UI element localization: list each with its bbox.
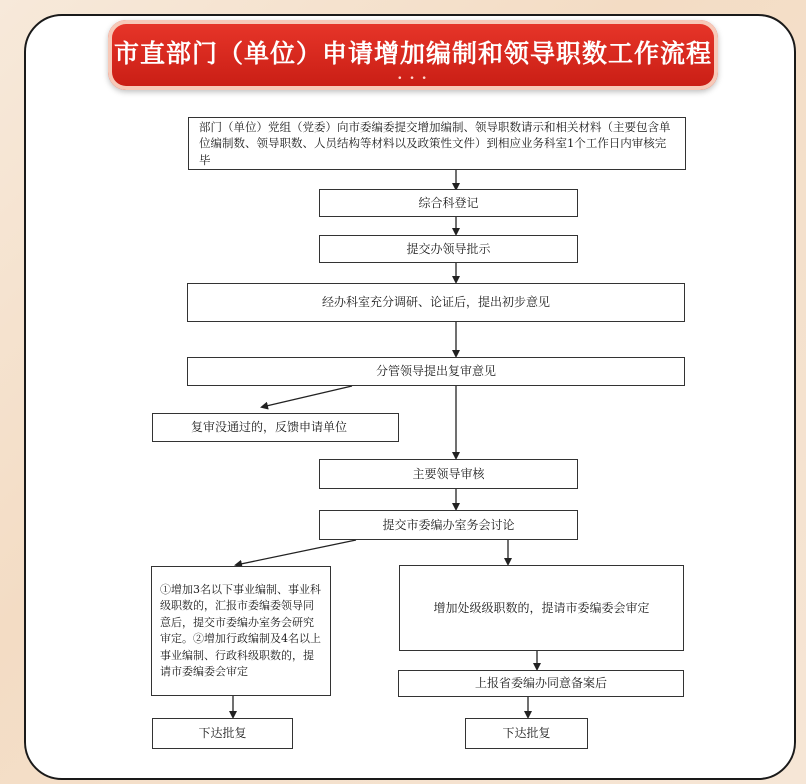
step-main-review-label: 主要领导审核 — [412, 466, 485, 481]
step-feedback-label: 复审没通过的，反馈申请单位 — [191, 420, 348, 435]
step-submit-request — [188, 117, 686, 170]
step-review-label: 分管领导提出复审意见 — [375, 364, 496, 379]
step-feedback — [152, 413, 399, 442]
step-approve-left — [152, 718, 293, 749]
step-approve-left-label: 下达批复 — [198, 726, 247, 741]
step-report-province-label: 上报省委编办同意备案后 — [474, 676, 607, 691]
step-register — [319, 189, 578, 217]
step-branch-right-label: 增加处级级职数的，提请市委编委会审定 — [433, 600, 650, 615]
step-branch-left-label: ①增加3名以下事业编制、事业科级职数的，汇报市委编委领导同意后，提交市委编办室务会研究审定。②增加行政编制及4名以上事业编制、行政科级职数的，提请市委编委会审定 — [160, 582, 321, 678]
step-research — [187, 283, 685, 322]
step-leader-instruct-label: 提交办领导批示 — [406, 241, 491, 256]
step-research-label: 经办科室充分调研、论证后，提出初步意见 — [321, 295, 550, 310]
banner-decoration: • • • — [397, 74, 429, 84]
step-approve-right — [465, 718, 588, 749]
step-review — [187, 357, 685, 386]
arrow-meeting-to-left — [236, 540, 356, 565]
step-meeting-label: 提交市委编办室务会讨论 — [382, 517, 515, 532]
step-leader-instruct — [319, 235, 578, 263]
step-meeting — [319, 510, 578, 540]
step-main-review — [319, 459, 578, 489]
step-approve-right-label: 下达批复 — [502, 726, 551, 741]
step-branch-left — [151, 566, 331, 696]
step-report-province — [398, 670, 684, 697]
step-submit-request-label: 部门（单位）党组（党委）向市委编委提交增加编制、领导职数请示和相关材料（主要包含单位编制数、领导职数、人员结构等材料以及政策性文件）到相应业务科室1个工作日内审核完毕 — [199, 119, 671, 167]
page-title: 市直部门（单位）申请增加编制和领导职数工作流程 — [113, 39, 712, 68]
step-register-label: 综合科登记 — [418, 195, 479, 210]
step-branch-right — [399, 565, 684, 651]
arrow-review-to-feedback — [262, 386, 352, 407]
